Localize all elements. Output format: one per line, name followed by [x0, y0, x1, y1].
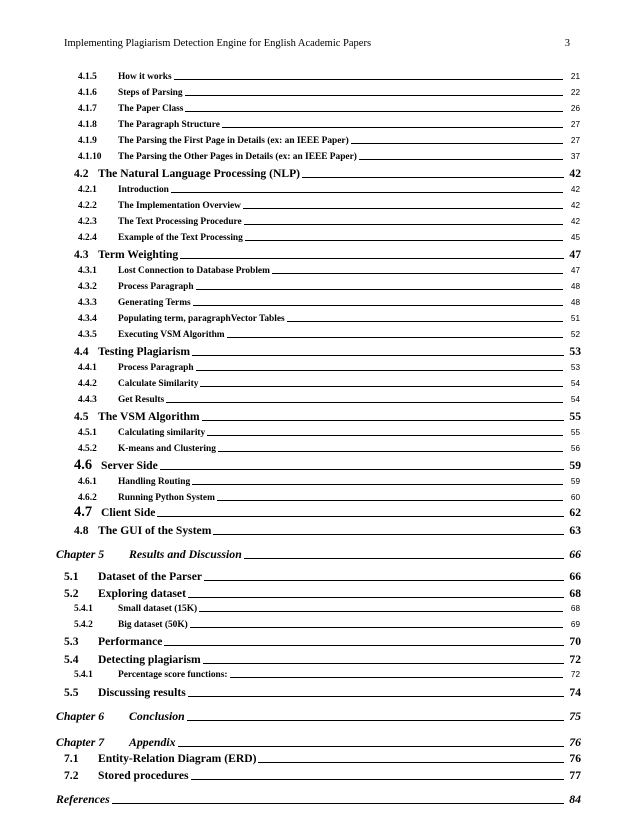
toc-entry-title: Get Results — [118, 395, 165, 405]
toc-entry-number: 4.4.2 — [78, 379, 97, 389]
toc-leader — [191, 779, 565, 780]
toc-leader — [180, 258, 564, 259]
toc-entry[interactable] — [78, 217, 580, 227]
toc-entry-number: 4.2.3 — [78, 217, 97, 227]
toc-leader — [192, 355, 564, 356]
toc-section[interactable] — [74, 410, 581, 423]
toc-leader — [187, 720, 564, 721]
toc-leader — [166, 402, 563, 403]
toc-chapter-title: Conclusion — [129, 709, 185, 723]
toc-entry-number: 4.3.4 — [78, 314, 97, 324]
toc-section-number: 5.1 — [64, 570, 79, 583]
toc-section-title: The VSM Algorithm — [98, 410, 200, 423]
toc-entry-number: 4.5.1 — [78, 428, 97, 438]
toc-section-title: Term Weighting — [98, 248, 179, 261]
toc-section-page: 70 — [569, 635, 581, 648]
toc-section[interactable] — [74, 345, 581, 358]
toc-entry-page: 22 — [570, 88, 580, 97]
toc-section-page: 66 — [569, 570, 581, 583]
toc-entry-page: 42 — [570, 185, 580, 194]
toc-entry-page: 55 — [570, 428, 580, 437]
toc-entry-title: Process Paragraph — [118, 363, 194, 373]
toc-entry-number: 4.6.2 — [78, 493, 97, 503]
toc-section-page: 76 — [569, 752, 581, 765]
toc-entry-title: K-means and Clustering — [118, 444, 216, 454]
toc-leader — [244, 558, 564, 559]
toc-leader — [207, 435, 563, 436]
toc-leader — [196, 370, 563, 371]
toc-section-number: 4.2 — [74, 167, 89, 180]
toc-entry[interactable] — [78, 136, 580, 146]
page-header — [64, 38, 570, 54]
toc-section-title: The Natural Language Processing (NLP) — [98, 167, 301, 180]
toc-leader — [359, 159, 563, 160]
toc-leader — [218, 451, 563, 452]
toc-entry[interactable] — [78, 120, 580, 130]
toc-section-title: Dataset of the Parser — [98, 570, 202, 583]
toc-entry-title: How it works — [118, 72, 172, 82]
toc-entry-number: 4.1.10 — [78, 152, 102, 162]
toc-section-number: 4.6 — [74, 457, 93, 473]
toc-entry-title: Executing VSM Algorithm — [118, 330, 225, 340]
toc-leader — [203, 663, 564, 664]
toc-entry[interactable] — [78, 379, 580, 389]
toc-chapter-number: Chapter 6 — [56, 709, 105, 723]
toc-leader — [185, 111, 563, 112]
toc-section-page: 62 — [569, 506, 581, 519]
toc-entry[interactable] — [78, 477, 580, 487]
toc-section-page: 63 — [569, 524, 581, 537]
toc-entry-number: 4.3.2 — [78, 282, 97, 292]
toc-leader — [178, 746, 564, 747]
toc-section[interactable] — [64, 686, 581, 699]
toc-section-number: 5.5 — [64, 686, 79, 699]
toc-entry[interactable] — [74, 670, 580, 680]
toc-entry-page: 56 — [570, 444, 580, 453]
toc-entry-title: Percentage score functions: — [118, 670, 228, 680]
toc-chapter-page: 75 — [569, 709, 581, 723]
toc-section-title: Testing Plagiarism — [98, 345, 191, 358]
toc-section[interactable] — [74, 248, 581, 261]
toc-section-title: Detecting plagiarism — [98, 653, 201, 666]
toc-leader — [230, 677, 563, 678]
toc-entry-page: 54 — [570, 395, 580, 404]
toc-leader — [200, 386, 563, 387]
toc-entry-title: The Implementation Overview — [118, 201, 241, 211]
toc-entry-page: 48 — [570, 298, 580, 307]
toc-entry-page: 52 — [570, 330, 580, 339]
toc-leader — [287, 321, 563, 322]
toc-chapter[interactable] — [56, 735, 581, 750]
toc-entry-page: 42 — [570, 201, 580, 210]
toc-leader — [204, 580, 564, 581]
toc-entry-page: 51 — [570, 314, 580, 323]
toc-section[interactable] — [64, 635, 581, 648]
toc-chapter-number: Chapter 5 — [56, 547, 105, 561]
toc-entry-title: Process Paragraph — [118, 282, 194, 292]
toc-leader — [193, 305, 563, 306]
header-title: Implementing Plagiarism Detection Engine for English Academic Papers — [64, 38, 372, 49]
toc-entry-title: The Text Processing Procedure — [118, 217, 242, 227]
toc-entry-page: 45 — [570, 233, 580, 242]
toc-entry[interactable] — [78, 363, 580, 373]
toc-section-number: 5.4 — [64, 653, 79, 666]
toc-section-title: Entity-Relation Diagram (ERD) — [98, 752, 257, 765]
toc-section-page: 47 — [569, 248, 581, 261]
toc-entry[interactable] — [78, 493, 580, 503]
toc-leader — [192, 484, 563, 485]
toc-entry-page: 48 — [570, 282, 580, 291]
toc-section-title: Discussing results — [98, 686, 186, 699]
toc-entry-number: 4.2.2 — [78, 201, 97, 211]
toc-entry-number: 5.4.2 — [74, 620, 93, 630]
toc-leader — [217, 500, 563, 501]
toc-entry-title: Big dataset (50K) — [118, 620, 188, 630]
toc-leader — [258, 762, 564, 763]
toc-leader — [243, 208, 563, 209]
toc-leader — [196, 289, 563, 290]
toc-chapter[interactable] — [56, 709, 581, 724]
toc-section-page: 74 — [569, 686, 581, 699]
toc-entry[interactable] — [78, 104, 580, 114]
toc-leader — [171, 192, 563, 193]
toc-entry[interactable] — [78, 152, 580, 162]
toc-entry-page: 53 — [570, 363, 580, 372]
toc-section-number: 7.2 — [64, 769, 79, 782]
toc-leader — [160, 469, 564, 470]
toc-entry-title: Handling Routing — [118, 477, 191, 487]
toc-chapter-page: 76 — [569, 735, 581, 749]
toc-leader — [185, 95, 563, 96]
toc-chapter-title: Appendix — [129, 735, 176, 749]
toc-entry-title: Populating term, paragraphVector Tables — [118, 314, 285, 324]
toc-section-title: Stored procedures — [98, 769, 189, 782]
toc-entry-page: 72 — [570, 670, 580, 679]
toc-entry-title: The Parsing the First Page in Details (ex: an IEEE Paper) — [118, 136, 349, 146]
toc-section[interactable] — [64, 587, 581, 600]
toc-entry-page: 59 — [570, 477, 580, 486]
toc-entry-number: 4.1.6 — [78, 88, 97, 98]
toc-entry-number: 4.3.5 — [78, 330, 97, 340]
toc-leader — [202, 420, 564, 421]
toc-leader — [157, 516, 564, 517]
toc-entry-number: 5.4.1 — [74, 604, 93, 614]
toc-section[interactable] — [64, 570, 581, 583]
toc-entry-title: Steps of Parsing — [118, 88, 183, 98]
toc-entry[interactable] — [78, 201, 580, 211]
toc-section-page: 72 — [569, 653, 581, 666]
toc-section-title: The GUI of the System — [98, 524, 212, 537]
toc-section-page: 53 — [569, 345, 581, 358]
toc-references-title: References — [56, 792, 110, 806]
toc-entry-number: 4.3.3 — [78, 298, 97, 308]
toc-entry[interactable] — [78, 266, 580, 276]
toc-entry-page: 54 — [570, 379, 580, 388]
toc-section[interactable] — [64, 769, 581, 782]
toc-entry-page: 60 — [570, 493, 580, 502]
toc-entry-page: 27 — [570, 136, 580, 145]
toc-entry[interactable] — [78, 298, 580, 308]
toc-entry-title: Running Python System — [118, 493, 215, 503]
toc-entry-number: 4.4.3 — [78, 395, 97, 405]
header-page-number: 3 — [564, 38, 570, 49]
toc-section-title: Client Side — [101, 506, 156, 519]
toc-entry-title: Lost Connection to Database Problem — [118, 266, 270, 276]
toc-entry-number: 4.2.4 — [78, 233, 97, 243]
toc-entry-title: The Parsing the Other Pages in Details (ex: an IEEE Paper) — [118, 152, 357, 162]
toc-entry-page: 42 — [570, 217, 580, 226]
toc-leader — [164, 645, 564, 646]
toc-entry[interactable] — [78, 314, 580, 324]
toc-section[interactable] — [64, 752, 581, 765]
toc-entry-page: 21 — [570, 72, 580, 81]
toc-leader — [188, 597, 564, 598]
toc-entry[interactable] — [78, 395, 580, 405]
toc-leader — [272, 273, 563, 274]
toc-entry-page: 27 — [570, 120, 580, 129]
toc-entry[interactable] — [78, 185, 580, 195]
toc-leader — [227, 337, 563, 338]
toc-section[interactable] — [74, 524, 581, 537]
toc-entry-page: 37 — [570, 152, 580, 161]
toc-entry[interactable] — [74, 604, 580, 614]
toc-entry-title: Calculate Similarity — [118, 379, 199, 389]
toc-entry[interactable] — [78, 330, 580, 340]
toc-section-number: 4.5 — [74, 410, 89, 423]
toc-entry[interactable] — [78, 282, 580, 292]
toc-chapter-page: 66 — [569, 547, 581, 561]
toc-entry-title: Small dataset (15K) — [118, 604, 198, 614]
toc-chapter[interactable] — [56, 547, 581, 562]
toc-entry-title: Example of the Text Processing — [118, 233, 243, 243]
toc-leader — [244, 224, 563, 225]
toc-chapter-title: Results and Discussion — [129, 547, 242, 561]
toc-section-page: 68 — [569, 587, 581, 600]
toc-entry[interactable] — [78, 88, 580, 98]
toc-entry[interactable] — [74, 620, 580, 630]
toc-leader — [188, 696, 564, 697]
toc-references[interactable] — [56, 792, 581, 807]
toc-entry-page: 47 — [570, 266, 580, 275]
toc-section-page: 55 — [569, 410, 581, 423]
toc-leader — [213, 534, 564, 535]
toc-section-title: Performance — [98, 635, 163, 648]
toc-entry[interactable] — [78, 233, 580, 243]
toc-leader — [190, 627, 563, 628]
toc-section-number: 4.7 — [74, 504, 93, 520]
toc-entry-number: 4.2.1 — [78, 185, 97, 195]
toc-section[interactable] — [74, 457, 581, 474]
toc-entry-title: The Paragraph Structure — [118, 120, 220, 130]
toc-entry-number: 4.5.2 — [78, 444, 97, 454]
toc-entry-number: 5.4.1 — [74, 670, 93, 680]
toc-section-page: 42 — [569, 167, 581, 180]
toc-section-title: Exploring dataset — [98, 587, 186, 600]
toc-section-number: 7.1 — [64, 752, 79, 765]
toc-leader — [302, 177, 564, 178]
toc-entry[interactable] — [78, 428, 580, 438]
toc-section-number: 5.3 — [64, 635, 79, 648]
toc-entry-number: 4.1.7 — [78, 104, 97, 114]
toc-leader — [245, 240, 563, 241]
toc-entry-number: 4.3.1 — [78, 266, 97, 276]
toc-section-page: 59 — [569, 459, 581, 472]
toc-section-number: 5.2 — [64, 587, 79, 600]
toc-entry-page: 26 — [570, 104, 580, 113]
toc-entry-title: Introduction — [118, 185, 169, 195]
toc-entry-title: Calculating similarity — [118, 428, 206, 438]
toc-leader — [174, 79, 563, 80]
toc-entry-number: 4.4.1 — [78, 363, 97, 373]
toc-section-title: Server Side — [101, 459, 158, 472]
toc-references-page: 84 — [569, 792, 581, 806]
toc-section[interactable] — [74, 167, 581, 180]
toc-entry-title: The Paper Class — [118, 104, 184, 114]
toc-section-number: 4.3 — [74, 248, 89, 261]
toc-entry-page: 68 — [570, 604, 580, 613]
toc-entry[interactable] — [78, 444, 580, 454]
toc-section[interactable] — [74, 504, 581, 521]
toc-chapter-number: Chapter 7 — [56, 735, 105, 749]
toc-entry-number: 4.1.5 — [78, 72, 97, 82]
toc-section-page: 77 — [569, 769, 581, 782]
toc-section-number: 4.8 — [74, 524, 89, 537]
toc-section-number: 4.4 — [74, 345, 89, 358]
toc-entry-number: 4.1.9 — [78, 136, 97, 146]
toc-section[interactable] — [64, 653, 581, 666]
toc-entry-number: 4.1.8 — [78, 120, 97, 130]
toc-entry-title: Generating Terms — [118, 298, 191, 308]
toc-leader — [112, 803, 564, 804]
toc-leader — [351, 143, 563, 144]
toc-leader — [222, 127, 563, 128]
toc-entry[interactable] — [78, 72, 580, 82]
toc-leader — [199, 611, 563, 612]
toc-entry-number: 4.6.1 — [78, 477, 97, 487]
toc-entry-page: 69 — [570, 620, 580, 629]
